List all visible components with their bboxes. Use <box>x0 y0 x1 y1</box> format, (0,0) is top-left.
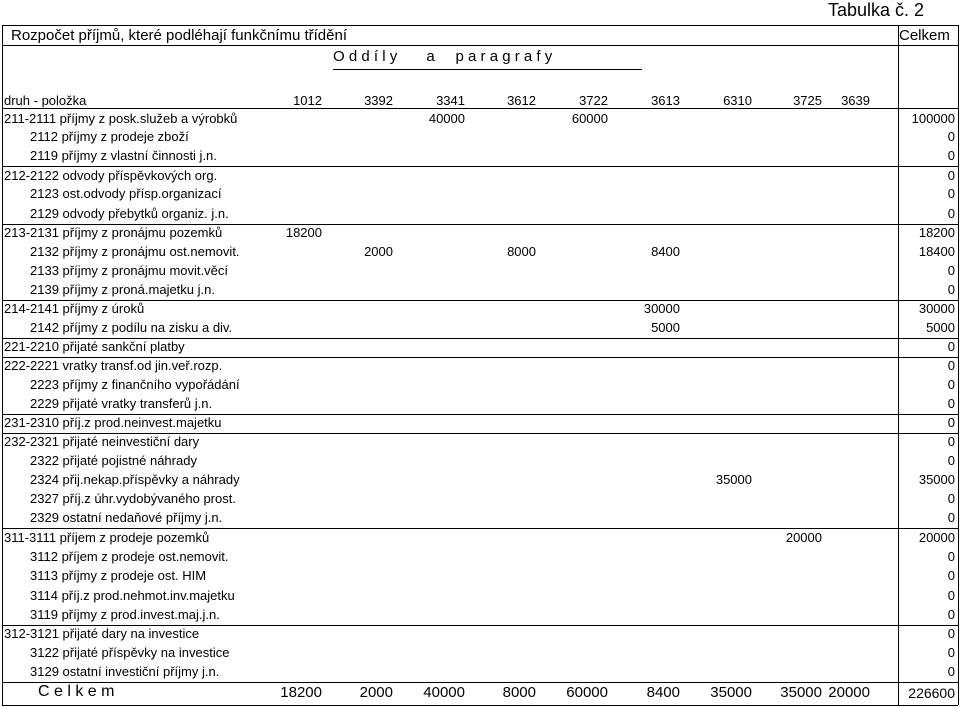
row-total: 0 <box>947 168 955 183</box>
row-label: 2123 ost.odvody přísp.organizací <box>30 186 222 201</box>
total-column-header: Celkem <box>899 27 950 44</box>
column-header-3725: 3725 <box>793 93 822 108</box>
cell-value: 5000 <box>651 320 680 335</box>
cell-value: 35000 <box>715 472 752 487</box>
row-total: 0 <box>947 510 955 525</box>
row-label: 3113 příjmy z prodeje ost. HIM <box>30 568 207 583</box>
row-label: 2132 příjmy z pronájmu ost.nemovit. <box>30 244 240 259</box>
horizontal-rule <box>2 357 958 358</box>
cell-value: 20000 <box>785 530 822 545</box>
row-total: 0 <box>947 453 955 468</box>
column-header-6310: 6310 <box>723 93 752 108</box>
row-total: 0 <box>947 549 955 564</box>
vertical-rule <box>958 25 959 705</box>
vertical-rule <box>2 25 3 705</box>
row-total: 0 <box>947 645 955 660</box>
row-label: 212-2122 odvody příspěvkových org. <box>4 168 218 183</box>
horizontal-rule <box>333 69 642 70</box>
row-label: 221-2210 přijaté sankční platby <box>4 339 185 354</box>
column-header-3613: 3613 <box>651 93 680 108</box>
column-header-3341: 3341 <box>436 93 465 108</box>
row-label: 2139 příjmy z proná.majetku j.n. <box>30 282 215 297</box>
grand-total-value: 226600 <box>908 685 955 701</box>
horizontal-rule <box>2 528 958 529</box>
row-label: 3119 příjmy z prod.invest.maj.j.n. <box>30 607 220 622</box>
total-cell-value: 35000 <box>780 684 822 701</box>
column-header-1012: 1012 <box>293 93 322 108</box>
page-title: Rozpočet příjmů, které podléhají funkčnímu třídění <box>11 27 348 44</box>
row-total: 20000 <box>918 530 955 545</box>
row-label: 2327 příj.z úhr.vydobývaného prost. <box>30 491 236 506</box>
row-label: 2229 přijaté vratky transferů j.n. <box>30 396 213 411</box>
row-total: 0 <box>947 434 955 449</box>
horizontal-rule <box>2 25 958 26</box>
vertical-rule <box>898 25 899 705</box>
total-cell-value: 40000 <box>423 684 465 701</box>
column-header-3392: 3392 <box>364 93 393 108</box>
row-label: 2324 přij.nekap.příspěvky a náhrady <box>30 472 240 487</box>
horizontal-rule <box>2 625 958 626</box>
horizontal-rule <box>2 338 958 339</box>
row-total: 18200 <box>918 225 955 240</box>
sections-header: O d d í l y a p a r a g r a f y <box>333 48 553 65</box>
row-label: 214-2141 příjmy z úroků <box>4 301 145 316</box>
row-label: 311-3111 příjem z prodeje pozemků <box>4 530 210 545</box>
row-total: 30000 <box>918 301 955 316</box>
column-header-3639: 3639 <box>841 93 870 108</box>
row-label: 2133 příjmy z pronájmu movit.věcí <box>30 263 228 278</box>
total-cell-value: 8000 <box>502 684 536 701</box>
cell-value: 2000 <box>364 244 393 259</box>
table-label: Tabulka č. 2 <box>828 0 925 20</box>
row-total: 0 <box>947 186 955 201</box>
row-total: 0 <box>947 491 955 506</box>
column-header-3612: 3612 <box>507 93 536 108</box>
row-total: 0 <box>947 664 955 679</box>
row-label: 3129 ostatní investiční příjmy j.n. <box>30 664 220 679</box>
horizontal-rule <box>2 224 958 225</box>
row-total: 100000 <box>911 111 955 126</box>
horizontal-rule <box>2 414 958 415</box>
horizontal-rule <box>2 108 958 109</box>
row-label: 2119 příjmy z vlastní činnosti j.n. <box>30 148 217 163</box>
cell-value: 30000 <box>643 301 680 316</box>
row-total: 0 <box>947 206 955 221</box>
row-total: 0 <box>947 263 955 278</box>
row-total: 0 <box>947 129 955 144</box>
row-label: 213-2131 příjmy z pronájmu pozemků <box>4 225 223 240</box>
row-total: 18400 <box>918 244 955 259</box>
row-total: 0 <box>947 626 955 641</box>
row-label: 2329 ostatní nedaňové příjmy j.n. <box>30 510 223 525</box>
total-row-label: C e l k e m <box>38 683 115 700</box>
row-total: 0 <box>947 607 955 622</box>
row-total: 0 <box>947 358 955 373</box>
row-label: 3122 přijaté příspěvky na investice <box>30 645 230 660</box>
row-header-label: druh - položka <box>4 93 87 108</box>
total-cell-value: 18200 <box>280 684 322 701</box>
row-label: 2129 odvody přebytků organiz. j.n. <box>30 206 229 221</box>
row-total: 0 <box>947 339 955 354</box>
row-total: 0 <box>947 568 955 583</box>
column-header-3722: 3722 <box>579 93 608 108</box>
row-total: 0 <box>947 377 955 392</box>
cell-value: 8000 <box>507 244 536 259</box>
row-label: 2223 příjmy z finančního vypořádání <box>30 377 240 392</box>
total-cell-value: 35000 <box>710 684 752 701</box>
row-total: 5000 <box>926 320 955 335</box>
total-cell-value: 8400 <box>646 684 680 701</box>
row-total: 0 <box>947 282 955 297</box>
row-total: 0 <box>947 148 955 163</box>
row-label: 312-3121 přijaté dary na investice <box>4 626 200 641</box>
horizontal-rule <box>2 705 958 706</box>
horizontal-rule <box>2 682 958 683</box>
row-label: 3114 příj.z prod.nehmot.inv.majetku <box>30 588 235 603</box>
cell-value: 60000 <box>571 111 608 126</box>
cell-value: 8400 <box>651 244 680 259</box>
row-label: 2112 příjmy z prodeje zboží <box>30 129 189 144</box>
row-total: 0 <box>947 396 955 411</box>
row-total: 35000 <box>918 472 955 487</box>
row-label: 211-2111 příjmy z posk.služeb a výrobků <box>4 111 238 126</box>
horizontal-rule <box>2 433 958 434</box>
row-label: 222-2221 vratky transf.od jin.veř.rozp. <box>4 358 223 373</box>
total-cell-value: 2000 <box>359 684 393 701</box>
row-total: 0 <box>947 588 955 603</box>
total-cell-value: 20000 <box>828 684 870 701</box>
row-label: 232-2321 přijaté neinvestiční dary <box>4 434 200 449</box>
row-total: 0 <box>947 415 955 430</box>
row-label: 2142 příjmy z podílu na zisku a div. <box>30 320 233 335</box>
cell-value: 18200 <box>285 225 322 240</box>
row-label: 231-2310 příj.z prod.neinvest.majetku <box>4 415 222 430</box>
row-label: 3112 příjem z prodeje ost.nemovit. <box>30 549 229 564</box>
row-label: 2322 přijaté pojistné náhrady <box>30 453 197 468</box>
cell-value: 40000 <box>428 111 465 126</box>
horizontal-rule <box>2 45 958 46</box>
horizontal-rule <box>2 300 958 301</box>
total-cell-value: 60000 <box>566 684 608 701</box>
horizontal-rule <box>2 166 958 167</box>
